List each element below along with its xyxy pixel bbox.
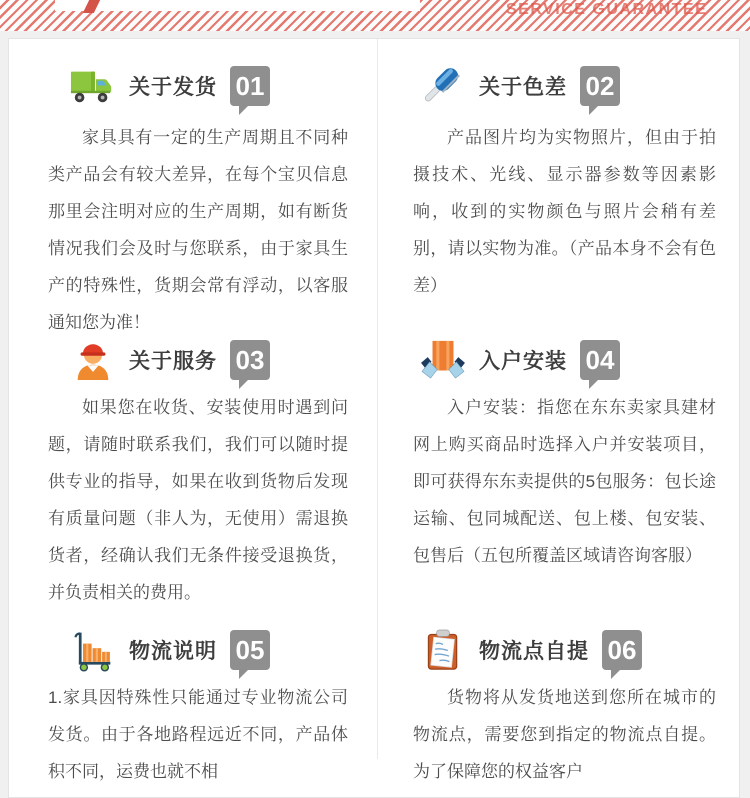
section-self-pickup-header [420, 626, 642, 674]
section-badge: 06 [602, 630, 642, 670]
section-badge: 04 [580, 340, 620, 380]
box-hands-icon [420, 337, 466, 383]
section-color-difference-header [420, 62, 620, 110]
section-self-pickup-body: 货物将从发货地送到您所在城市的物流点，需要您到指定的物流点自提。为了保障您的权益客户 [413, 688, 716, 781]
section-badge: 01 [230, 66, 270, 106]
section-logistics-body: 1.家具因特殊性只能通过专业物流公司发货。由于各地路程远近不同，产品体积不同，运费也就不相 [48, 688, 348, 781]
banner-overlap-patch [55, 0, 420, 11]
section-title: 物流说明 [129, 640, 217, 663]
trolley-icon [70, 627, 116, 673]
section-title: 关于服务 [129, 350, 217, 373]
worker-icon [70, 337, 116, 383]
section-badge: 05 [230, 630, 270, 670]
section-logistics-header [70, 626, 270, 674]
section-shipping-body: 家具具有一定的生产周期且不同种类产品会有较大差异，在每个宝贝信息那里会注明对应的生产周期，如有断货情况我们会及时与您联系，由于家具生产的特殊性，货期会常有浮动，以客服通知您为准！ [48, 128, 348, 332]
truck-icon [70, 63, 116, 109]
column-divider [377, 39, 378, 759]
section-badge: 02 [580, 66, 620, 106]
section-title: 入户安装 [479, 350, 567, 373]
section-service-header [70, 336, 270, 384]
section-title: 关于色差 [479, 76, 567, 99]
section-badge: 03 [230, 340, 270, 380]
banner-label: SERVICE GUARANTEE [506, 1, 708, 18]
section-installation-header [420, 336, 620, 384]
section-title: 物流点自提 [479, 640, 589, 663]
section-shipping-header [70, 62, 270, 110]
section-color-difference-body: 产品图片均为实物照片，但由于拍摄技术、光线、显示器参数等因素影响，收到的实物颜色与照片会稍有差别，请以实物为准。（产品本身不会有色差） [413, 128, 716, 295]
section-title: 关于发货 [129, 76, 217, 99]
paint-roller-icon [420, 63, 466, 109]
section-service-body: 如果您在收货、安装使用时遇到问题，请随时联系我们，我们可以随时提供专业的指导，如果在收到货物后发现有质量问题（非人为，无使用）需退换货者，经确认我们无条件接受退换货，并负责相关的费用。 [48, 398, 348, 602]
clipboard-icon [420, 627, 466, 673]
section-installation-body: 入户安装：指您在东东卖家具建材网上购买商品时选择入户并安装项目，即可获得东东卖提供的5包服务：包长途运输、包同城配送、包上楼、包安装、包售后（五包所覆盖区域请咨询客服） [413, 398, 716, 565]
